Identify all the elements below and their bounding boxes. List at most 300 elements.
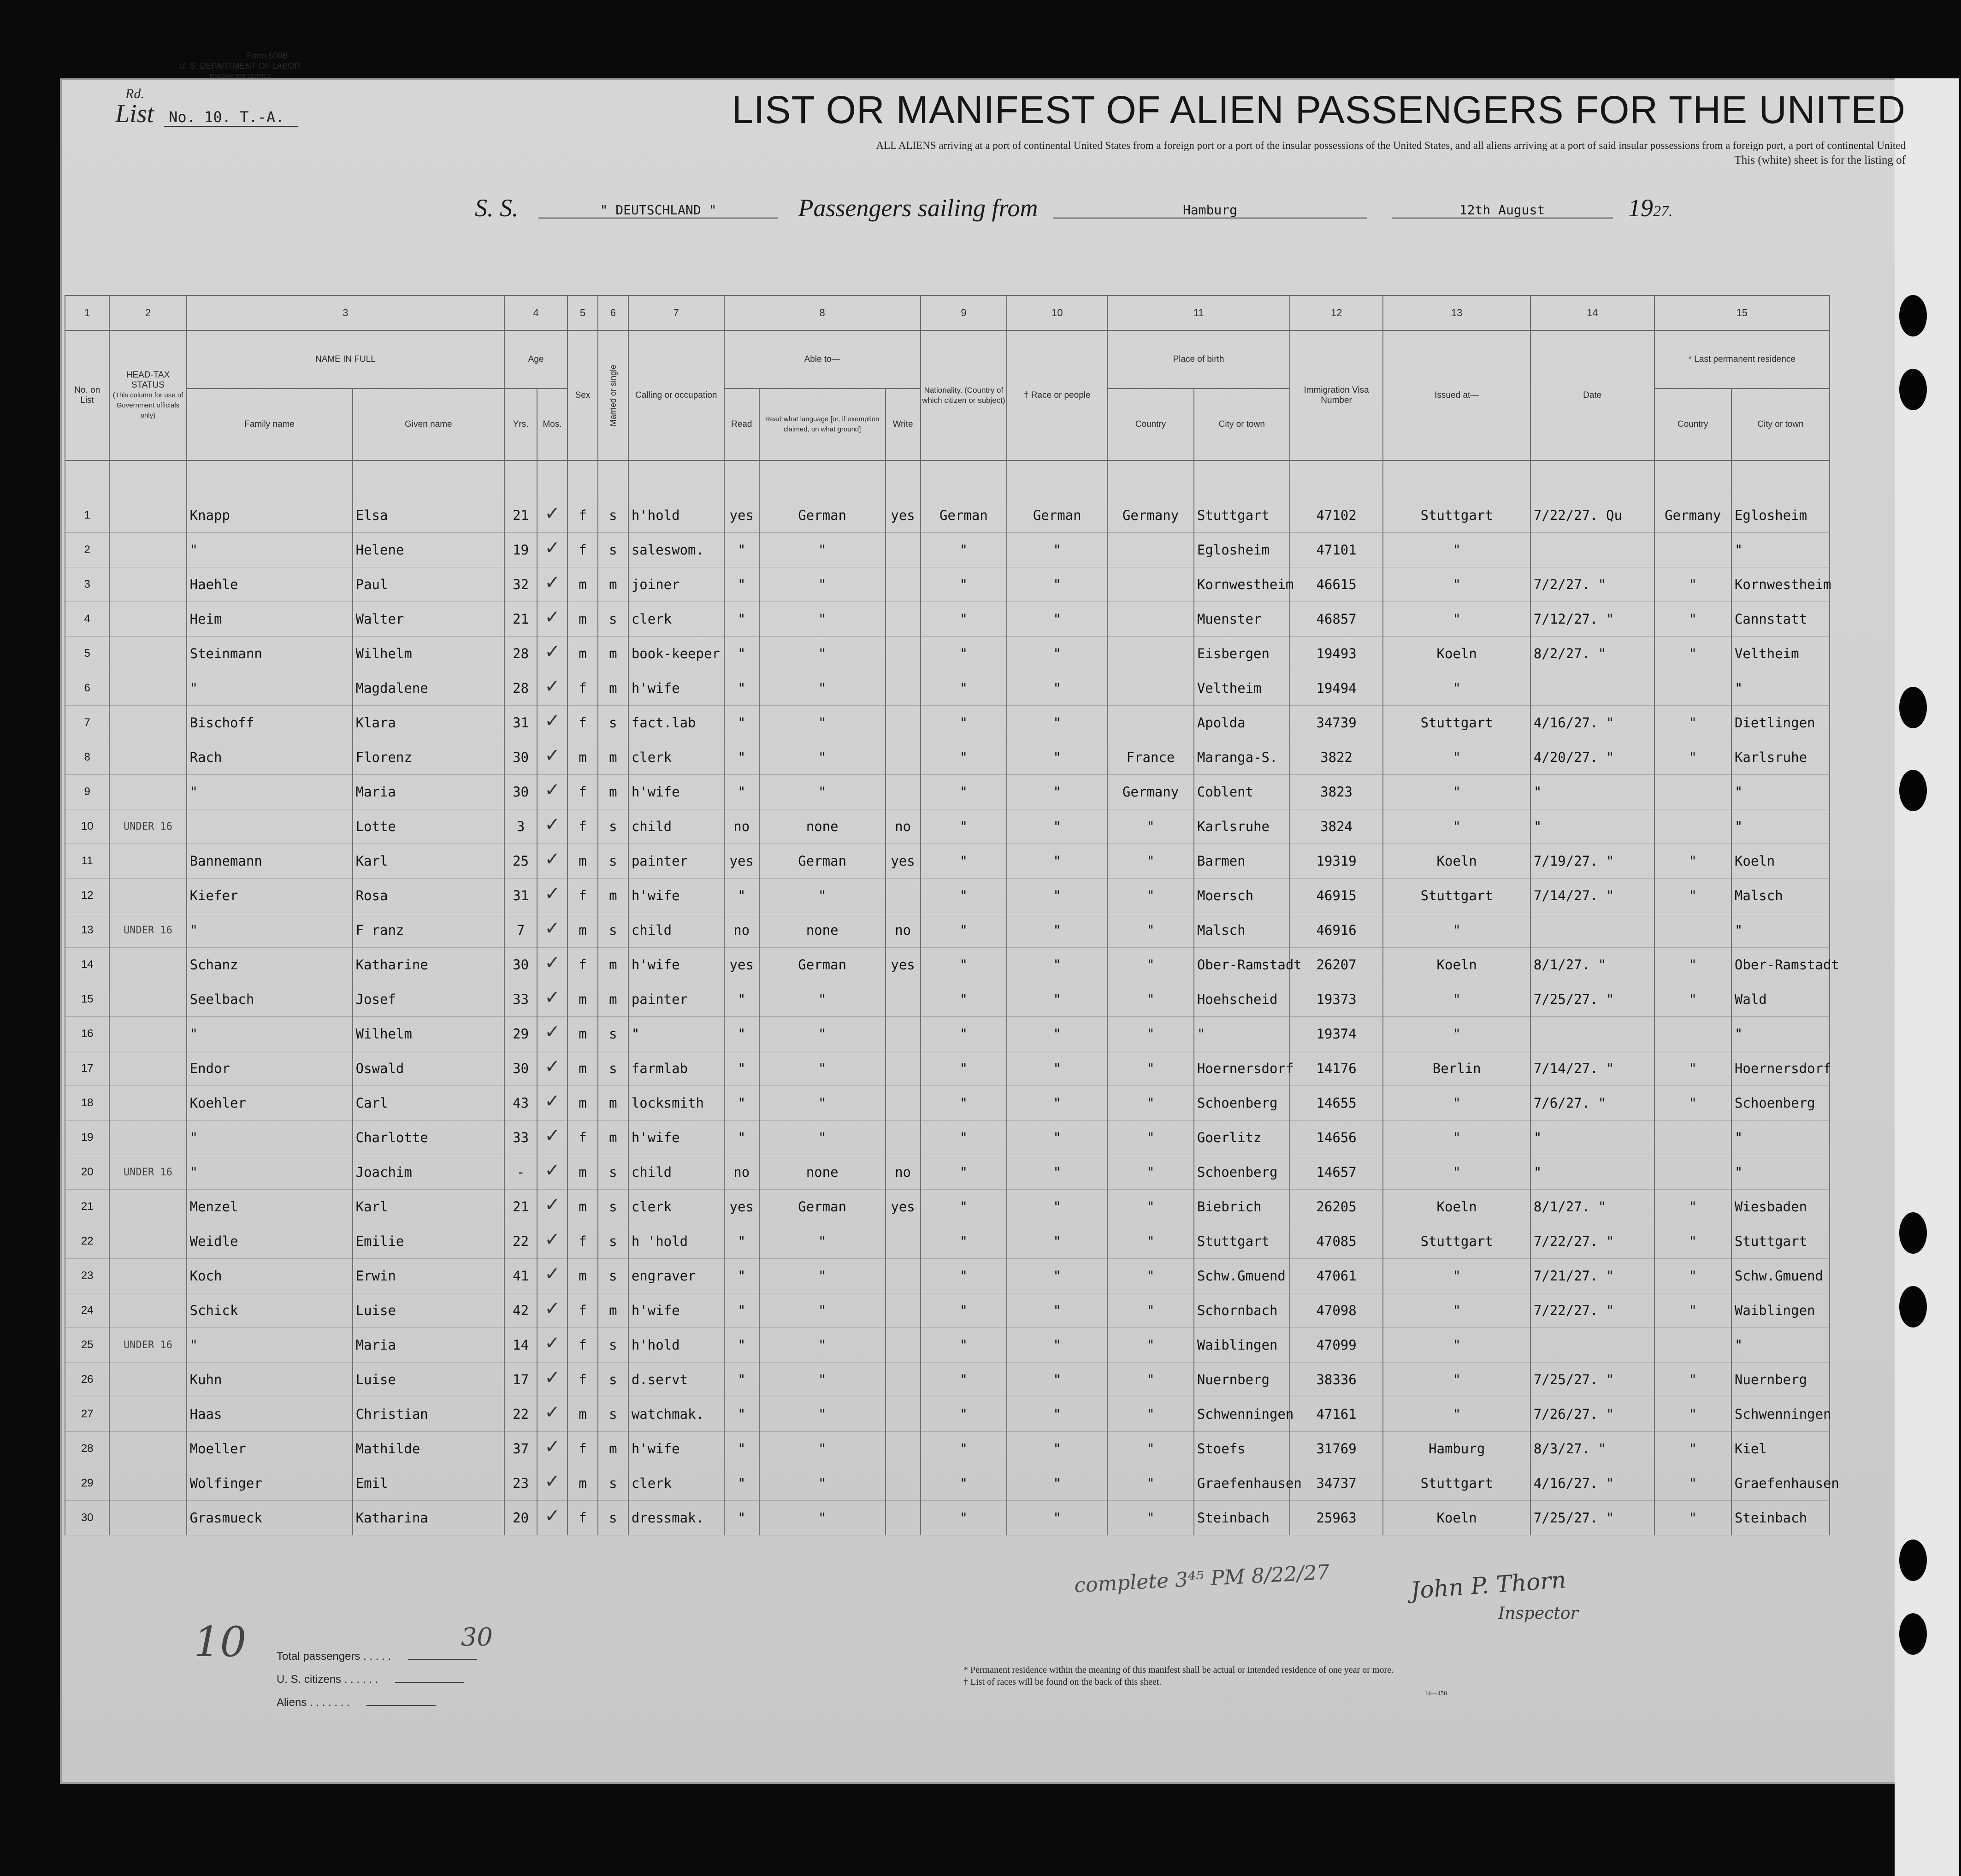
name-header: NAME IN FULL	[187, 330, 505, 389]
cell-sex: f	[567, 948, 598, 982]
cell-date: 4/16/27. "	[1530, 1466, 1654, 1501]
cell-res-city: Veltheim	[1731, 637, 1830, 671]
cell-yrs: 23	[504, 1466, 537, 1501]
cell-birth-city: Hoernersdorf	[1194, 1051, 1290, 1086]
total-passengers-label: Total passengers	[277, 1650, 360, 1663]
cell-sex: f	[567, 1121, 598, 1155]
cell-no: 1	[65, 498, 109, 533]
cell-race: "	[1007, 740, 1107, 775]
cell-birth-country: "	[1107, 1051, 1194, 1086]
cell-date: 8/3/27. "	[1530, 1432, 1654, 1466]
cell-res-country: "	[1654, 1051, 1731, 1086]
cell-married: s	[598, 1155, 628, 1190]
cell-sex: m	[567, 982, 598, 1017]
cell-occupation: fact.lab	[628, 706, 724, 740]
cell-write	[886, 740, 921, 775]
rd-label: Rd.	[125, 86, 144, 101]
check-mark-icon: ✓	[544, 849, 560, 870]
cell-birth-country: France	[1107, 740, 1194, 775]
col-num: 8	[724, 295, 921, 330]
cell-read: no	[724, 913, 759, 948]
cell-nationality: "	[921, 533, 1007, 567]
table-row	[65, 1501, 1830, 1535]
cell-date: 7/26/27. "	[1530, 1397, 1654, 1432]
cell-birth-city: Stuttgart	[1194, 1224, 1290, 1259]
cell-issued: "	[1383, 533, 1530, 567]
cell-occupation: h 'hold	[628, 1224, 724, 1259]
cell-family: Bischoff	[187, 706, 353, 740]
cell-occupation: h'wife	[628, 879, 724, 913]
cell-write: yes	[886, 844, 921, 879]
cell-occupation: painter	[628, 844, 724, 879]
cell-occupation: h'wife	[628, 948, 724, 982]
cell-no: 2	[65, 533, 109, 567]
cell-issued: Hamburg	[1383, 1432, 1530, 1466]
cell-mos	[537, 913, 567, 948]
cell-yrs: 43	[504, 1086, 537, 1121]
cell-issued: "	[1383, 1121, 1530, 1155]
cell-occupation: clerk	[628, 740, 724, 775]
table-row	[65, 671, 1830, 706]
cell-given: Joachim	[353, 1155, 505, 1190]
table-row	[65, 1017, 1830, 1051]
cell-given: Emil	[353, 1466, 505, 1501]
cell-tax	[109, 637, 186, 671]
cell-married: s	[598, 1466, 628, 1501]
cell-mos	[537, 1466, 567, 1501]
cell-nationality: "	[921, 1501, 1007, 1535]
cell-res-country: "	[1654, 879, 1731, 913]
cell-issued: Koeln	[1383, 1190, 1530, 1224]
cell-tax	[109, 498, 186, 533]
cell-write	[886, 1051, 921, 1086]
cell-married: s	[598, 1051, 628, 1086]
cell-given: Josef	[353, 982, 505, 1017]
check-mark-icon: ✓	[544, 1056, 560, 1077]
cell-nationality: "	[921, 1051, 1007, 1086]
cell-tax	[109, 671, 186, 706]
header-row-1	[65, 330, 1830, 389]
table-row	[65, 1155, 1830, 1190]
cell-birth-city: Stoefs	[1194, 1432, 1290, 1466]
cell-sex: m	[567, 1466, 598, 1501]
cell-res-country	[1654, 913, 1731, 948]
cell-visa: 46615	[1290, 567, 1383, 602]
cell-race: "	[1007, 706, 1107, 740]
cell-write: no	[886, 809, 921, 844]
cell-given: Elsa	[353, 498, 505, 533]
cell-given: Karl	[353, 844, 505, 879]
cell-read: "	[724, 1224, 759, 1259]
cell-no: 8	[65, 740, 109, 775]
cell-visa: 19493	[1290, 637, 1383, 671]
cell-language: "	[759, 1432, 886, 1466]
cell-no: 17	[65, 1051, 109, 1086]
cell-write	[886, 982, 921, 1017]
cell-tax	[109, 1363, 186, 1397]
cell-tax	[109, 1432, 186, 1466]
cell-race: "	[1007, 567, 1107, 602]
cell-nationality: "	[921, 740, 1007, 775]
check-mark-icon: ✓	[544, 607, 560, 628]
cell-nationality: "	[921, 671, 1007, 706]
cell-race: "	[1007, 982, 1107, 1017]
cell-res-country: "	[1654, 1086, 1731, 1121]
cell-no: 24	[65, 1293, 109, 1328]
cell-write: yes	[886, 948, 921, 982]
check-mark-icon: ✓	[544, 814, 560, 835]
cell-tax	[109, 844, 186, 879]
cell-sex: m	[567, 1086, 598, 1121]
table-row	[65, 1432, 1830, 1466]
cell-res-city: "	[1731, 809, 1830, 844]
ss-label: S. S.	[475, 194, 519, 222]
cell-res-city: Hoernersdorf	[1731, 1051, 1830, 1086]
table-row	[65, 948, 1830, 982]
cell-read: "	[724, 1466, 759, 1501]
cell-date: 4/20/27. "	[1530, 740, 1654, 775]
cell-write	[886, 567, 921, 602]
check-mark-icon: ✓	[544, 745, 560, 766]
cell-res-city: "	[1731, 1328, 1830, 1363]
cell-birth-city: Schoenberg	[1194, 1086, 1290, 1121]
cell-date: 7/22/27. "	[1530, 1224, 1654, 1259]
cell-nationality: "	[921, 602, 1007, 637]
cell-write	[886, 602, 921, 637]
cell-married: m	[598, 1121, 628, 1155]
cell-married: s	[598, 1328, 628, 1363]
race-header: † Race or people	[1007, 330, 1107, 460]
married-header: Married or single	[598, 330, 628, 460]
cell-date: "	[1530, 1155, 1654, 1190]
col-num: 14	[1530, 295, 1654, 330]
cell-write	[886, 775, 921, 809]
inspector-signature: John P. Thorn	[1410, 1566, 1567, 1604]
table-row	[65, 913, 1830, 948]
cell-sex: m	[567, 1155, 598, 1190]
cell-language: "	[759, 1121, 886, 1155]
cell-mos	[537, 1501, 567, 1535]
cell-language: "	[759, 706, 886, 740]
cell-issued: Berlin	[1383, 1051, 1530, 1086]
cell-read: "	[724, 1121, 759, 1155]
cell-occupation: child	[628, 1155, 724, 1190]
cell-write	[886, 1259, 921, 1293]
table-row	[65, 567, 1830, 602]
cell-tax	[109, 948, 186, 982]
cell-family: "	[187, 671, 353, 706]
cell-read: "	[724, 1051, 759, 1086]
cell-sex: m	[567, 1017, 598, 1051]
cell-mos	[537, 1086, 567, 1121]
cell-write	[886, 1501, 921, 1535]
cell-yrs: 33	[504, 1121, 537, 1155]
cell-res-city: Steinbach	[1731, 1501, 1830, 1535]
cell-nationality: "	[921, 913, 1007, 948]
cell-birth-country: "	[1107, 913, 1194, 948]
cell-sex: m	[567, 637, 598, 671]
cell-yrs: 30	[504, 775, 537, 809]
check-mark-icon: ✓	[544, 1471, 560, 1492]
cell-issued: Koeln	[1383, 844, 1530, 879]
cell-write	[886, 1328, 921, 1363]
cell-yrs: 30	[504, 740, 537, 775]
cell-yrs: 21	[504, 1190, 537, 1224]
cell-write	[886, 1397, 921, 1432]
calling-header: Calling or occupation	[628, 330, 724, 460]
cell-nationality: "	[921, 1363, 1007, 1397]
cell-date: 7/14/27. "	[1530, 879, 1654, 913]
table-row	[65, 1328, 1830, 1363]
cell-issued: "	[1383, 1155, 1530, 1190]
cell-tax	[109, 706, 186, 740]
cell-mos	[537, 740, 567, 775]
cell-yrs: 19	[504, 533, 537, 567]
cell-occupation: painter	[628, 982, 724, 1017]
cell-no: 25	[65, 1328, 109, 1363]
cell-race: "	[1007, 602, 1107, 637]
col-num: 9	[921, 295, 1007, 330]
cell-occupation: watchmak.	[628, 1397, 724, 1432]
cell-res-city: "	[1731, 775, 1830, 809]
cell-sex: f	[567, 879, 598, 913]
cell-mos	[537, 671, 567, 706]
cell-birth-country: "	[1107, 1190, 1194, 1224]
binding-hole	[1899, 369, 1927, 410]
birth-city-header: City or town	[1194, 389, 1290, 460]
cell-yrs: 22	[504, 1397, 537, 1432]
cell-write	[886, 1466, 921, 1501]
cell-birth-country: "	[1107, 1397, 1194, 1432]
check-mark-icon: ✓	[544, 1229, 560, 1250]
cell-given: Maria	[353, 1328, 505, 1363]
cell-issued: "	[1383, 1017, 1530, 1051]
cell-no: 16	[65, 1017, 109, 1051]
cell-given: Wilhelm	[353, 1017, 505, 1051]
cell-issued: "	[1383, 913, 1530, 948]
visa-header: Immigration Visa Number	[1290, 330, 1383, 460]
cell-read: "	[724, 1397, 759, 1432]
cell-birth-country: "	[1107, 1121, 1194, 1155]
read-header: Read	[724, 389, 759, 460]
cell-birth-city: Stuttgart	[1194, 498, 1290, 533]
cell-res-city: Kornwestheim	[1731, 567, 1830, 602]
cell-write	[886, 1086, 921, 1121]
check-mark-icon: ✓	[544, 1194, 560, 1215]
cell-no: 6	[65, 671, 109, 706]
cell-race: "	[1007, 671, 1107, 706]
cell-no: 7	[65, 706, 109, 740]
check-mark-icon: ✓	[544, 1125, 560, 1146]
cell-nationality: "	[921, 706, 1007, 740]
cell-occupation: clerk	[628, 602, 724, 637]
cell-date: "	[1530, 809, 1654, 844]
cell-race: "	[1007, 879, 1107, 913]
cell-read: "	[724, 567, 759, 602]
cell-res-country	[1654, 1328, 1731, 1363]
cell-tax	[109, 879, 186, 913]
cell-visa: 34737	[1290, 1466, 1383, 1501]
cell-language: none	[759, 809, 886, 844]
cell-no: 14	[65, 948, 109, 982]
cell-res-country: "	[1654, 567, 1731, 602]
cell-race: "	[1007, 1051, 1107, 1086]
cell-visa: 47102	[1290, 498, 1383, 533]
cell-read: "	[724, 602, 759, 637]
cell-family: Seelbach	[187, 982, 353, 1017]
cell-visa: 26207	[1290, 948, 1383, 982]
cell-sex: m	[567, 740, 598, 775]
cell-birth-city: Eglosheim	[1194, 533, 1290, 567]
cell-birth-country: "	[1107, 1224, 1194, 1259]
cell-issued: "	[1383, 809, 1530, 844]
cell-birth-country: "	[1107, 948, 1194, 982]
col-num: 10	[1007, 295, 1107, 330]
cell-married: m	[598, 1432, 628, 1466]
cell-language: German	[759, 844, 886, 879]
cell-family: "	[187, 1328, 353, 1363]
cell-date: 8/1/27. "	[1530, 1190, 1654, 1224]
cell-nationality: "	[921, 1086, 1007, 1121]
cell-res-country: "	[1654, 1432, 1731, 1466]
cell-issued: Koeln	[1383, 948, 1530, 982]
cell-occupation: dressmak.	[628, 1501, 724, 1535]
cell-family: Endor	[187, 1051, 353, 1086]
cell-race: "	[1007, 1397, 1107, 1432]
cell-birth-city: Apolda	[1194, 706, 1290, 740]
col-num: 15	[1654, 295, 1830, 330]
cell-given: Emilie	[353, 1224, 505, 1259]
cell-given: Rosa	[353, 879, 505, 913]
cell-birth-city: Schw.Gmuend	[1194, 1259, 1290, 1293]
cell-sex: m	[567, 1051, 598, 1086]
cell-married: m	[598, 948, 628, 982]
cell-date: 7/25/27. "	[1530, 1363, 1654, 1397]
cell-language: German	[759, 1190, 886, 1224]
cell-birth-city: "	[1194, 1017, 1290, 1051]
page-title: LIST OR MANIFEST OF ALIEN PASSENGERS FOR THE UNITED	[732, 88, 1906, 131]
cell-occupation: h'hold	[628, 1328, 724, 1363]
cell-read: "	[724, 1328, 759, 1363]
cell-mos	[537, 567, 567, 602]
table-row	[65, 706, 1830, 740]
cell-given: Luise	[353, 1293, 505, 1328]
cell-given: Maria	[353, 775, 505, 809]
cell-yrs: -	[504, 1155, 537, 1190]
handwritten-total: 30	[461, 1622, 493, 1652]
cell-issued: "	[1383, 1363, 1530, 1397]
sex-header: Sex	[567, 330, 598, 460]
cell-mos	[537, 1121, 567, 1155]
col-num: 7	[628, 295, 724, 330]
cell-mos	[537, 775, 567, 809]
table-row	[65, 982, 1830, 1017]
cell-mos	[537, 1259, 567, 1293]
cell-race: "	[1007, 1501, 1107, 1535]
cell-married: s	[598, 706, 628, 740]
list-label: List	[115, 100, 154, 128]
issued-at-header: Issued at—	[1383, 330, 1530, 460]
cell-no: 26	[65, 1363, 109, 1397]
cell-sex: f	[567, 498, 598, 533]
col-num: 2	[109, 295, 186, 330]
cell-res-country: "	[1654, 1363, 1731, 1397]
cell-visa: 31769	[1290, 1432, 1383, 1466]
cell-birth-country	[1107, 706, 1194, 740]
cell-sex: f	[567, 1293, 598, 1328]
cell-visa: 47098	[1290, 1293, 1383, 1328]
cell-res-city: Eglosheim	[1731, 498, 1830, 533]
us-citizens-label: U. S. citizens	[277, 1673, 342, 1686]
cell-res-country	[1654, 1155, 1731, 1190]
cell-race: "	[1007, 809, 1107, 844]
given-name-header: Given name	[353, 389, 505, 460]
cell-issued: "	[1383, 1259, 1530, 1293]
cell-mos	[537, 533, 567, 567]
cell-married: s	[598, 1224, 628, 1259]
cell-family: "	[187, 1155, 353, 1190]
cell-sex: f	[567, 706, 598, 740]
cell-birth-city: Maranga-S.	[1194, 740, 1290, 775]
cell-tax: UNDER 16	[109, 1328, 186, 1363]
cell-mos	[537, 498, 567, 533]
cell-occupation: "	[628, 1017, 724, 1051]
cell-no: 18	[65, 1086, 109, 1121]
cell-no: 22	[65, 1224, 109, 1259]
cell-visa: 14657	[1290, 1155, 1383, 1190]
cell-date: 7/21/27. "	[1530, 1259, 1654, 1293]
cell-given: Katharina	[353, 1501, 505, 1535]
cell-birth-country	[1107, 671, 1194, 706]
cell-res-country	[1654, 809, 1731, 844]
cell-date: 7/22/27. Qu	[1530, 498, 1654, 533]
cell-nationality: "	[921, 809, 1007, 844]
footnote-races: † List of races will be found on the back of this sheet.	[963, 1677, 1162, 1687]
cell-race: "	[1007, 775, 1107, 809]
table-row	[65, 1190, 1830, 1224]
cell-nationality: "	[921, 775, 1007, 809]
cell-no: 21	[65, 1190, 109, 1224]
cell-language: "	[759, 1086, 886, 1121]
cell-res-country: "	[1654, 982, 1731, 1017]
cell-visa: 47101	[1290, 533, 1383, 567]
cell-res-country: "	[1654, 1224, 1731, 1259]
cell-birth-country: "	[1107, 1432, 1194, 1466]
cell-date: 7/25/27. "	[1530, 1501, 1654, 1535]
cell-res-city: Cannstatt	[1731, 602, 1830, 637]
cell-yrs: 25	[504, 844, 537, 879]
cell-birth-city: Eisbergen	[1194, 637, 1290, 671]
cell-no: 10	[65, 809, 109, 844]
binding-hole	[1899, 1286, 1927, 1327]
check-mark-icon: ✓	[544, 779, 560, 801]
department: U. S. DEPARTMENT OF LABOR	[179, 61, 301, 71]
table-row	[65, 844, 1830, 879]
cell-given: Helene	[353, 533, 505, 567]
cell-date: "	[1530, 775, 1654, 809]
cell-visa: 14656	[1290, 1121, 1383, 1155]
cell-tax	[109, 1051, 186, 1086]
cell-race: "	[1007, 533, 1107, 567]
cell-married: s	[598, 1363, 628, 1397]
cell-language: "	[759, 602, 886, 637]
cell-given: Mathilde	[353, 1432, 505, 1466]
cell-given: Charlotte	[353, 1121, 505, 1155]
cell-tax	[109, 533, 186, 567]
cell-birth-country: "	[1107, 982, 1194, 1017]
cell-res-country: "	[1654, 1259, 1731, 1293]
cell-married: s	[598, 602, 628, 637]
